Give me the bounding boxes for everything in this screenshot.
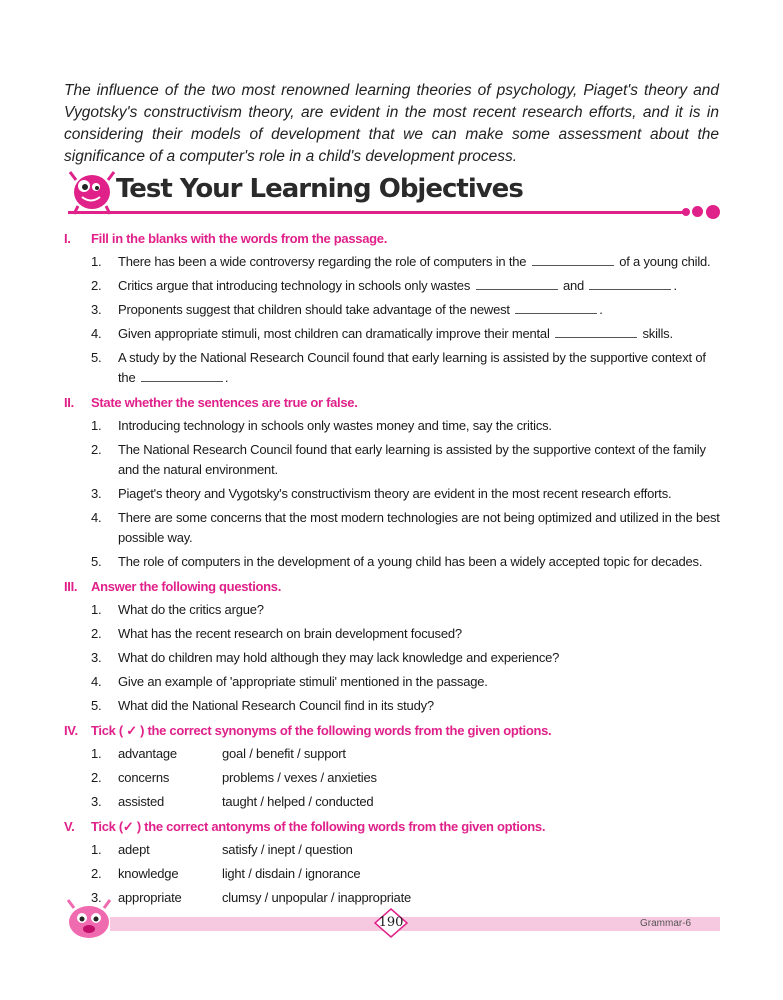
list-item: 1. Introducing technology in schools only wastes money and time, say the critics. <box>91 418 552 433</box>
footer-label: Grammar-6 <box>640 918 692 929</box>
section-heading: IV. Tick ( ✓ ) the correct synonyms of the following words from the given options. <box>64 723 552 738</box>
list-item: 4. Give an example of 'appropriate stimuli' mentioned in the passage. <box>91 674 488 689</box>
list-item: 2. What has the recent research on brain development focused? <box>91 626 462 641</box>
list-item: 2. knowledge light / disdain / ignorance <box>64 862 724 886</box>
options[interactable]: light / disdain / ignorance <box>222 866 361 881</box>
footer-bar <box>110 917 720 931</box>
list-item: 2. Critics argue that introducing technology in schools only wastes and . <box>91 278 677 293</box>
banner-rule <box>68 211 684 214</box>
intro-paragraph: The influence of the two most renowned learning theories of psychology, Piaget's theory and Vygotsky's constructivism theory, are evident in the most recent research efforts, and it is in considering their models of development that we can make some assessment about the significance of a computer's role in a child's development process. <box>64 81 719 165</box>
page-number: 190 <box>374 908 408 938</box>
options[interactable]: taught / helped / conducted <box>222 794 374 809</box>
list-item: 1. advantage goal / benefit / support <box>64 742 724 766</box>
list-item: 3. Piaget's theory and Vygotsky's constructivism theory are evident in the most recent research efforts. <box>91 486 672 501</box>
list-item: 4. Given appropriate stimuli, most children can dramatically improve their mental skills. <box>91 326 673 341</box>
options[interactable]: problems / vexes / anxieties <box>222 770 377 785</box>
exercise-sections <box>64 228 724 910</box>
list-item: 3. Proponents suggest that children should take advantage of the newest . <box>91 302 603 317</box>
answer-blank[interactable] <box>515 301 597 314</box>
list-item: 3. assisted taught / helped / conducted <box>64 790 724 814</box>
options[interactable]: satisfy / inept / question <box>222 842 353 857</box>
options[interactable]: goal / benefit / support <box>222 746 346 761</box>
list-item: 1. What do the critics argue? <box>91 602 264 617</box>
list-item: 4. There are some concerns that the most modern technologies are not being optimized and utilized in the best possible way. <box>91 510 720 545</box>
list-item: 5. What did the National Research Council find in its study? <box>91 698 434 713</box>
list-item: 5. The role of computers in the development of a young child has been a widely accepted topic for decades. <box>91 554 703 569</box>
answer-blank[interactable] <box>532 253 614 266</box>
banner-title: Test Your Learning Objectives <box>116 174 523 204</box>
list-item: 2. The National Research Council found that early learning is assisted by the supportive context of the family and the natural environment. <box>91 442 706 477</box>
answer-blank[interactable] <box>555 325 637 338</box>
footer-mascot-icon <box>62 898 116 942</box>
list-item: 2. concerns problems / vexes / anxieties <box>64 766 724 790</box>
options[interactable]: clumsy / unpopular / inappropriate <box>222 890 412 905</box>
answer-blank[interactable] <box>589 277 671 290</box>
banner-dot <box>706 205 720 219</box>
list-item: 1. adept satisfy / inept / question <box>64 838 724 862</box>
section-banner <box>64 166 720 218</box>
banner-dot <box>682 208 690 216</box>
section-heading: I. Fill in the blanks with the words from the passage. <box>64 231 388 246</box>
answer-blank[interactable] <box>141 369 223 382</box>
section-heading: II. State whether the sentences are true or false. <box>64 395 358 410</box>
list-item: 3. What do children may hold although they may lack knowledge and experience? <box>91 650 560 665</box>
list-item: 3. appropriate clumsy / unpopular / inappropriate <box>64 886 724 910</box>
section-heading: III. Answer the following questions. <box>64 579 282 594</box>
banner-dot <box>692 206 703 217</box>
section-heading: V. Tick (✓ ) the correct antonyms of the following words from the given options. <box>64 819 546 834</box>
list-item: 5. A study by the National Research Council found that early learning is assisted by the supportive context of the . <box>91 350 706 385</box>
answer-blank[interactable] <box>476 277 558 290</box>
list-item: 1. There has been a wide controversy regarding the role of computers in the of a young child. <box>91 254 711 269</box>
